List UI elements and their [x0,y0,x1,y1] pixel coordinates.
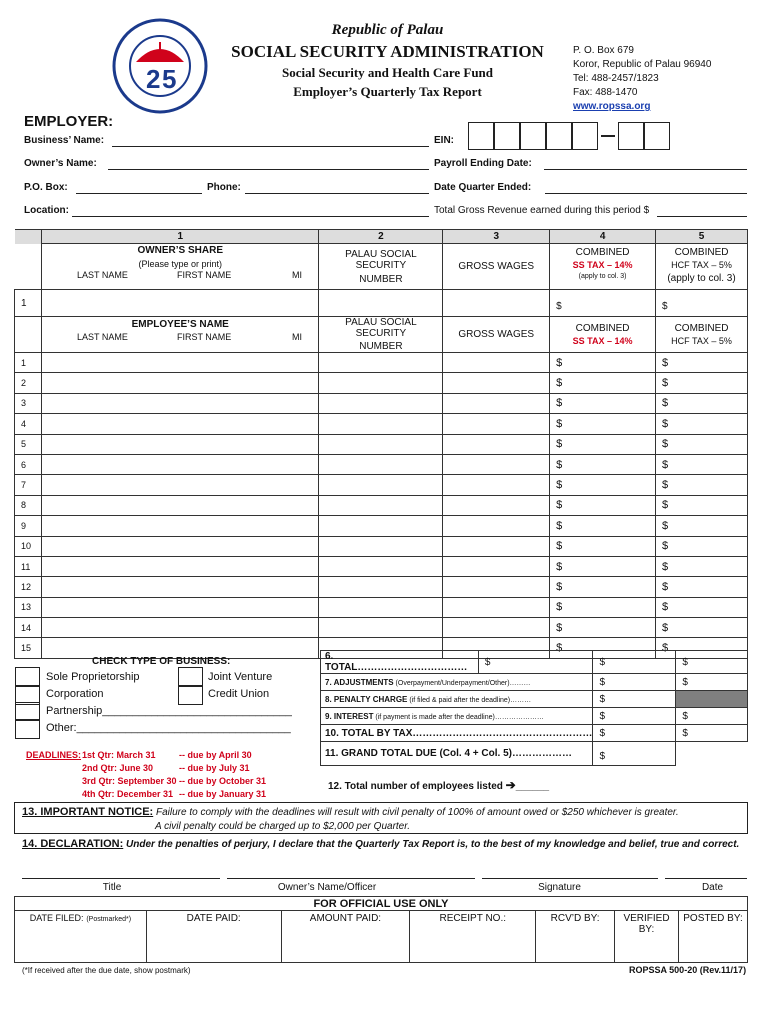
notice-label: 13. IMPORTANT NOTICE: [22,806,154,818]
col-5-number: 5 [656,230,748,244]
owner-wages-cell[interactable] [443,290,550,317]
employee-ss-tax-cell[interactable]: $ [550,495,656,515]
employee-name-cell[interactable] [41,353,319,373]
employee-hcf-tax-cell[interactable]: $ [656,577,748,597]
combined-label-5: COMBINED [674,247,729,258]
employee-ss-cell[interactable] [319,434,443,454]
total-ss-cell[interactable]: $ [593,651,676,674]
employee-name-heading: EMPLOYEE’S NAME [131,319,229,330]
q4-label: 4th Qtr: December 31 [82,789,174,799]
title-caption: Title [102,882,122,893]
employee-wages-cell[interactable] [443,434,550,454]
grand-total-cell[interactable]: $ [593,742,676,766]
employee-row [15,618,748,638]
form-number: ROPSSA 500-20 (Rev.11/17) [629,965,747,975]
employer-heading: EMPLOYER: [24,113,114,130]
employee-wages-cell[interactable] [443,414,550,434]
employee-ss-tax-cell[interactable]: $ [550,556,656,576]
employee-hcf-tax-cell[interactable]: $ [656,373,748,393]
republic-heading: Republic of Palau [331,22,444,38]
owner-mi-label: MI [291,270,302,280]
penalty-ss-cell[interactable]: $ [593,691,676,708]
employee-hcf-tax-cell[interactable]: $ [656,618,748,638]
title-signature-line[interactable] [22,878,220,879]
employee-ss-cell[interactable] [319,516,443,536]
date-caption: Date [701,882,724,893]
employee-name-cell[interactable] [41,597,319,617]
employee-ss-tax-cell[interactable]: $ [550,618,656,638]
employee-row-number: 7 [15,475,42,495]
sole-proprietorship-label: Sole Proprietorship [46,671,140,683]
employee-ss-tax-cell[interactable]: $ [550,638,656,658]
employee-hcf-tax-cell[interactable]: $ [656,475,748,495]
postmarked-note: (Postmarked*) [86,916,132,923]
official-use-heading: FOR OFFICIAL USE ONLY [15,897,748,911]
employee-ss-tax-cell[interactable]: $ [550,414,656,434]
total-label: 6. TOTAL…………………………… [321,651,479,674]
business-name-field[interactable] [112,146,429,147]
employee-name-cell[interactable] [41,393,319,413]
employee-wages-cell[interactable] [443,536,550,556]
total-wages-cell[interactable]: $ [478,651,593,674]
employee-wages-cell[interactable] [443,353,550,373]
employee-row [15,577,748,597]
employee-ss-tax-cell[interactable]: $ [550,393,656,413]
joint-venture-label: Joint Venture [208,671,273,683]
adjust-ss-cell[interactable]: $ [593,674,676,691]
apply-col3-5: (apply to col. 3) [667,273,736,284]
owner-first-name-label: FIRST NAME [176,270,232,280]
employee-ss-tax-cell[interactable]: $ [550,577,656,597]
penalty-sub: (if filed & paid after the deadline)……… [407,696,532,704]
emp-palau-ss-number-label: NUMBER [359,341,403,352]
emp-mi-label: MI [291,332,302,342]
report-heading: Employer’s Quarterly Tax Report [293,84,482,99]
employee-ss-cell[interactable] [319,393,443,413]
declaration-label: 14. DECLARATION: [22,838,124,850]
interest-label: 9. INTEREST [325,711,374,721]
employee-row-number: 3 [15,393,42,413]
employee-wages-cell[interactable] [443,618,550,638]
interest-sub: (if payment is made after the deadline)………………… [373,713,544,721]
ssa-seal [112,18,208,114]
fund-heading: Social Security and Health Care Fund [281,65,494,80]
employee-wages-cell[interactable] [443,454,550,474]
employee-ss-cell[interactable] [319,618,443,638]
employee-name-cell[interactable] [41,536,319,556]
employee-hcf-tax-cell[interactable]: $ [656,516,748,536]
employee-ss-tax-cell[interactable]: $ [550,475,656,495]
employee-name-cell[interactable] [41,516,319,536]
col-4-number: 4 [550,230,656,244]
penalty-hcf-shaded [676,691,748,708]
employee-row [15,393,748,413]
employee-ss-tax-cell[interactable]: $ [550,516,656,536]
employee-name-cell[interactable] [41,618,319,638]
employee-wages-cell[interactable] [443,495,550,515]
apply-col3-4: (apply to col. 3) [578,273,627,280]
receipt-no-label[interactable]: RECEIPT NO.: [410,911,536,963]
partnership-label[interactable]: Partnership_______________________________ [46,705,292,717]
date-quarter-field[interactable] [545,193,747,194]
employee-row-number: 11 [15,556,42,576]
owner-ss-tax-cell[interactable]: $ [550,290,656,317]
emp-palau-ss-label: PALAU SOCIAL SECURITY [345,317,417,339]
employee-row [15,597,748,617]
agency-heading: SOCIAL SECURITY ADMINISTRATION [231,42,544,61]
owner-ss-cell[interactable] [319,290,443,317]
employee-row-number: 10 [15,536,42,556]
employee-row [15,475,748,495]
employee-ss-cell[interactable] [319,353,443,373]
employee-ss-cell[interactable] [319,373,443,393]
joint-venture-checkbox[interactable] [178,667,203,687]
adjust-hcf-cell[interactable]: $ [676,674,748,691]
employee-row [15,414,748,434]
employee-wages-cell[interactable] [443,577,550,597]
employee-ss-tax-cell[interactable]: $ [550,454,656,474]
location-field[interactable] [72,216,429,217]
grand-total-label: 11. GRAND TOTAL DUE (Col. 4 + Col. 5)……………… [321,742,593,766]
employee-ss-cell[interactable] [319,577,443,597]
q1-due: -- due by April 30 [179,750,252,760]
employee-row-number: 2 [15,373,42,393]
other-checkbox[interactable] [15,719,40,739]
col-3-number: 3 [443,230,550,244]
employee-ss-cell[interactable] [319,454,443,474]
gross-revenue-field[interactable] [657,216,747,217]
employee-hcf-tax-cell[interactable]: $ [656,556,748,576]
payroll-ending-label: Payroll Ending Date: [434,158,532,169]
owner-hcf-tax-cell[interactable]: $ [656,290,748,317]
total-tax-ss-cell[interactable]: $ [593,725,676,742]
total-tax-label: 10. TOTAL BY TAX……………………………………………… [321,725,593,742]
employee-ss-tax-cell[interactable]: $ [550,434,656,454]
posted-by-label[interactable]: POSTED BY: [679,911,748,963]
date-signature-line[interactable] [665,878,747,879]
employee-hcf-tax-cell[interactable]: $ [656,353,748,373]
address-line-2: Koror, Republic of Palau 96940 [573,59,712,70]
sole-proprietorship-checkbox[interactable] [15,667,40,687]
employee-ss-tax-cell[interactable]: $ [550,353,656,373]
employees-listed-label: 12. Total number of employees listed [328,781,503,792]
address-line-1: P. O. Box 679 [573,45,634,56]
employee-wages-cell[interactable] [443,393,550,413]
employee-wages-cell[interactable] [443,373,550,393]
owner-last-name-label: LAST NAME [76,270,128,280]
deadlines-label: DEADLINES: [26,750,82,760]
signature-line[interactable] [482,878,658,879]
ss-tax-label: SS TAX – 14% [572,260,633,270]
arrow-icon: ➔ [505,778,516,792]
ein-boxes[interactable] [468,122,678,150]
po-box-label: P.O. Box: [24,182,68,193]
employee-hcf-tax-cell[interactable]: $ [656,393,748,413]
employee-ss-tax-cell[interactable]: $ [550,373,656,393]
employee-row-number: 5 [15,434,42,454]
business-type-heading: CHECK TYPE OF BUSINESS: [92,656,231,667]
employee-row-number: 4 [15,414,42,434]
emp-hcf-tax-label: HCF TAX – 5% [671,336,732,346]
employee-row-number: 8 [15,495,42,515]
adjustments-label: 7. ADJUSTMENTS [325,677,394,687]
employee-row [15,536,748,556]
verified-by-label[interactable]: VERIFIED BY: [615,911,679,963]
phone-label: Phone: [207,182,241,193]
employee-hcf-tax-cell[interactable]: $ [656,454,748,474]
employee-row-number: 15 [15,638,42,658]
employee-hcf-tax-cell[interactable]: $ [656,638,748,658]
business-name-label: Business’ Name: [24,135,105,146]
employee-name-cell[interactable] [41,475,319,495]
credit-union-checkbox[interactable] [178,685,203,705]
date-quarter-label: Date Quarter Ended: [434,182,532,193]
owner-name-field[interactable] [108,169,429,170]
declaration-text: Under the penalties of perjury, I declare that the Quarterly Tax Report is, to the best of my knowledge and belief, true and correct. [126,839,740,850]
official-use-table [14,896,748,963]
totals-table [320,650,748,766]
owner-name-label: Owner’s Name: [24,158,97,169]
owner-signature-line[interactable] [227,878,475,879]
po-box-field[interactable] [76,193,202,194]
employee-wages-cell[interactable] [443,597,550,617]
employee-ss-cell[interactable] [319,475,443,495]
employee-row-number: 6 [15,454,42,474]
hcf-tax-label: HCF TAX – 5% [671,260,732,270]
notice-text-2: A civil penalty could be charged up to $2,000 per Quarter. [155,821,410,832]
employee-row-number: 14 [15,618,42,638]
owner-caption: Owner’s Name/Officer [277,882,377,893]
q1-label: 1st Qtr: March 31 [82,750,156,760]
q4-due: -- due by January 31 [179,789,267,799]
employee-wages-cell[interactable] [443,556,550,576]
fax: Fax: 488-1470 [573,87,638,98]
employee-row [15,454,748,474]
corporation-label: Corporation [46,688,104,700]
owner-row [15,290,748,317]
employee-row [15,434,748,454]
employee-ss-cell[interactable] [319,536,443,556]
total-tax-hcf-cell[interactable]: $ [676,725,748,742]
please-type-note: (Please type or print) [138,259,222,269]
employee-name-cell[interactable] [41,414,319,434]
emp-first-name-label: FIRST NAME [176,332,232,342]
amount-paid-label[interactable]: AMOUNT PAID: [281,911,410,963]
employee-hcf-tax-cell[interactable]: $ [656,434,748,454]
gross-wages-label: GROSS WAGES [443,244,550,290]
postmark-footnote: (*If received after the due date, show postmark) [22,966,191,975]
employee-name-cell[interactable] [41,556,319,576]
q2-label: 2nd Qtr: June 30 [82,763,154,773]
telephone: Tel: 488-2457/1823 [573,73,659,84]
owners-share-heading: OWNER’S SHARE [137,245,223,256]
penalty-label: 8. PENALTY CHARGE [325,694,408,704]
employee-row-number: 13 [15,597,42,617]
svg-text:5: 5 [162,64,177,94]
ein-label: EIN: [434,135,454,146]
employee-ss-cell[interactable] [319,495,443,515]
employee-wages-cell[interactable] [443,516,550,536]
employee-ss-cell[interactable] [319,556,443,576]
emp-ss-tax-label: SS TAX – 14% [572,336,633,346]
website-link[interactable]: www.ropssa.org [573,101,651,112]
col-1-number: 1 [41,230,319,244]
emp-last-name-label: LAST NAME [76,332,128,342]
employee-ss-cell[interactable] [319,414,443,434]
col-2-number: 2 [319,230,443,244]
q2-due: -- due by July 31 [179,763,250,773]
q3-label: 3rd Qtr: September 30 [82,776,177,786]
combined-label-4: COMBINED [575,247,630,258]
employee-hcf-tax-cell[interactable]: $ [656,495,748,515]
rcvd-by-label[interactable]: RCV’D BY: [536,911,615,963]
svg-text:2: 2 [146,64,161,94]
employee-row-number: 9 [15,516,42,536]
employee-row [15,516,748,536]
date-paid-label[interactable]: DATE PAID: [146,911,281,963]
employee-name-cell[interactable] [41,454,319,474]
wages-table [14,229,748,659]
interest-ss-cell[interactable]: $ [593,708,676,725]
employee-name-cell[interactable] [41,434,319,454]
total-hcf-cell[interactable]: $ [676,651,748,674]
employee-hcf-tax-cell[interactable]: $ [656,536,748,556]
emp-combined-label-5: COMBINED [674,323,729,334]
phone-field[interactable] [245,193,429,194]
employees-count-field[interactable]: ______ [515,781,550,792]
adjustments-sub: (Overpayment/Underpayment/Other)……… [393,679,531,687]
q3-due: -- due by October 31 [179,776,267,786]
employee-row [15,556,748,576]
employee-ss-tax-cell[interactable]: $ [550,597,656,617]
employee-name-cell[interactable] [41,577,319,597]
owner-row-number: 1 [15,290,42,317]
employee-row-number: 12 [15,577,42,597]
employee-hcf-tax-cell[interactable]: $ [656,414,748,434]
location-label: Location: [24,205,69,216]
interest-hcf-cell[interactable]: $ [676,708,748,725]
owner-name-cell[interactable] [41,290,319,317]
date-filed-label: DATE FILED: [29,913,84,923]
credit-union-label: Credit Union [208,688,270,700]
other-label[interactable]: Other:___________________________________ [46,722,291,734]
payroll-ending-field[interactable] [544,169,747,170]
employee-ss-cell[interactable] [319,597,443,617]
employee-wages-cell[interactable] [443,475,550,495]
employee-row [15,495,748,515]
palau-ss-number-label: NUMBER [359,273,403,285]
emp-combined-label-4: COMBINED [575,323,630,334]
employee-name-cell[interactable] [41,495,319,515]
gross-revenue-label: Total Gross Revenue earned during this period $ [434,205,650,216]
employee-row [15,353,748,373]
employee-name-cell[interactable] [41,373,319,393]
employee-hcf-tax-cell[interactable]: $ [656,597,748,617]
employee-row-number: 1 [15,353,42,373]
palau-ss-label: PALAU SOCIAL SECURITY [345,248,417,271]
signature-caption: Signature [538,882,581,893]
employee-ss-tax-cell[interactable]: $ [550,536,656,556]
notice-text-1: Failure to comply with the deadlines will result with civil penalty of 100% of amount owed or $250 whichever is greater. [155,807,679,818]
emp-gross-wages-label: GROSS WAGES [443,317,550,353]
employee-row [15,373,748,393]
